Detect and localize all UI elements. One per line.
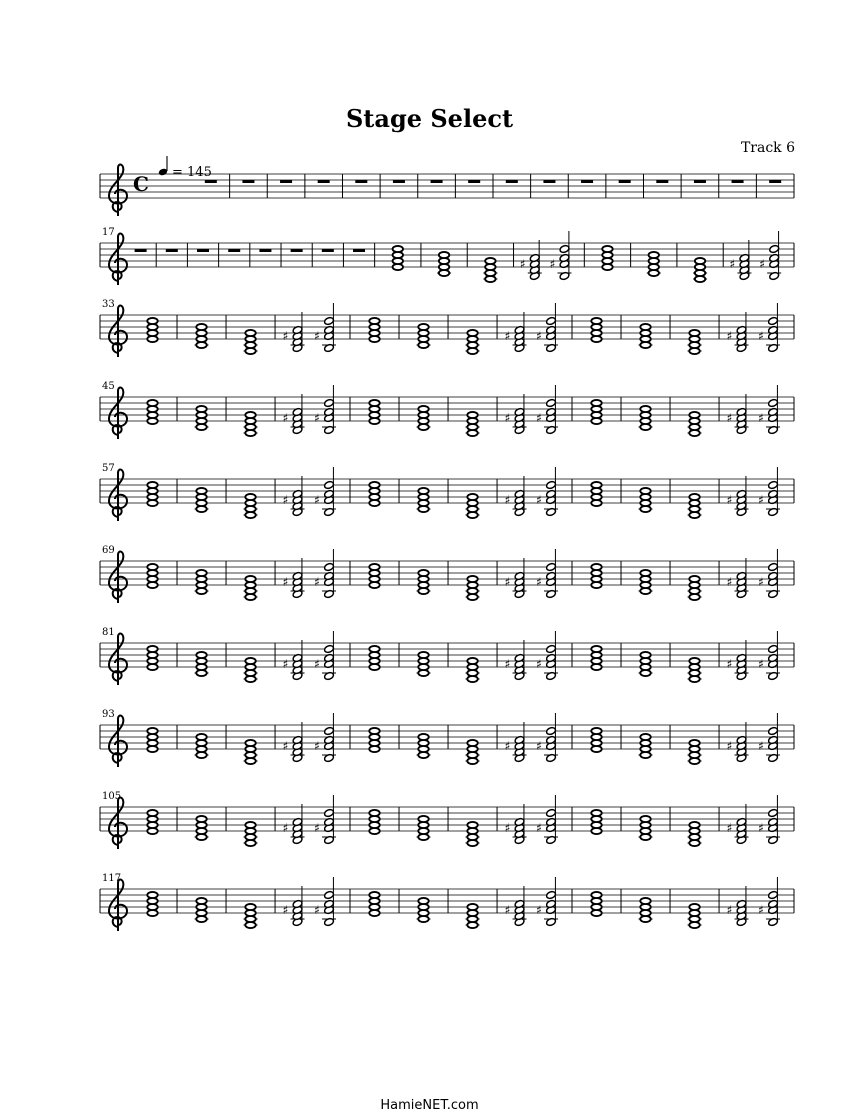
sharp-icon: ♯ <box>726 903 733 917</box>
notehead <box>467 412 477 418</box>
notehead <box>689 904 699 910</box>
sharp-icon: ♯ <box>758 575 764 589</box>
notehead <box>369 564 379 570</box>
staff-system <box>100 873 794 931</box>
whole-rest <box>619 180 631 183</box>
whole-rest <box>280 180 292 183</box>
notehead <box>196 734 206 740</box>
sharp-icon: ♯ <box>314 411 320 425</box>
sharp-icon: ♯ <box>758 329 764 343</box>
whole-rest <box>581 180 593 183</box>
sharp-icon: ♯ <box>504 329 511 343</box>
notehead <box>546 563 557 572</box>
sharp-icon: ♯ <box>758 739 764 753</box>
measure-number: 105 <box>102 791 122 802</box>
sharp-icon: ♯ <box>536 821 542 835</box>
sharp-icon: ♯ <box>536 739 542 753</box>
sharp-icon: ♯ <box>726 329 733 343</box>
sharp-icon: ♯ <box>519 257 526 271</box>
notehead <box>467 330 477 336</box>
whole-rest <box>694 180 706 183</box>
notehead <box>324 563 335 572</box>
notehead <box>369 810 379 816</box>
sharp-icon: ♯ <box>549 257 556 271</box>
notehead <box>591 810 601 816</box>
notehead <box>768 727 779 736</box>
notehead <box>591 318 601 324</box>
notehead <box>245 494 255 500</box>
notehead <box>324 317 335 326</box>
notehead <box>689 822 699 828</box>
whole-rest <box>769 180 781 183</box>
notehead <box>640 406 650 412</box>
treble-clef-icon <box>109 470 127 521</box>
sharp-icon: ♯ <box>314 329 320 343</box>
notehead <box>546 645 557 654</box>
sharp-icon: ♯ <box>282 903 289 917</box>
whole-rest <box>543 180 555 183</box>
sharp-icon: ♯ <box>282 411 289 425</box>
notehead <box>640 324 650 330</box>
sharp-icon: ♯ <box>504 493 511 507</box>
sharp-icon: ♯ <box>726 657 733 671</box>
notehead <box>546 727 557 736</box>
notehead <box>418 652 428 658</box>
measure-number: 45 <box>102 381 115 392</box>
notehead <box>467 822 477 828</box>
notehead <box>418 488 428 494</box>
staff-system <box>100 299 794 357</box>
notehead <box>196 406 206 412</box>
notehead <box>640 898 650 904</box>
notehead <box>418 734 428 740</box>
notehead <box>147 810 157 816</box>
notehead <box>418 324 428 330</box>
staff-system <box>100 545 794 603</box>
sharp-icon: ♯ <box>758 411 764 425</box>
whole-rest <box>197 249 209 252</box>
notehead <box>546 317 557 326</box>
notehead <box>546 481 557 490</box>
notehead <box>245 822 255 828</box>
notehead <box>640 652 650 658</box>
whole-rest <box>732 180 744 183</box>
notehead <box>369 892 379 898</box>
notehead <box>591 400 601 406</box>
staff-system <box>100 463 794 521</box>
sharp-icon: ♯ <box>536 329 542 343</box>
sharp-icon: ♯ <box>536 575 542 589</box>
whole-rest <box>228 249 240 252</box>
sharp-icon: ♯ <box>758 657 764 671</box>
notehead <box>147 400 157 406</box>
notehead <box>485 258 495 264</box>
sharp-icon: ♯ <box>729 257 736 271</box>
sharp-icon: ♯ <box>314 821 320 835</box>
notehead <box>245 904 255 910</box>
notehead <box>689 494 699 500</box>
notehead <box>689 576 699 582</box>
notehead <box>768 399 779 408</box>
notehead <box>245 658 255 664</box>
notehead <box>467 658 477 664</box>
notehead <box>640 734 650 740</box>
sharp-icon: ♯ <box>758 493 764 507</box>
whole-rest <box>322 249 334 252</box>
whole-rest <box>431 180 443 183</box>
whole-rest <box>656 180 668 183</box>
notehead <box>418 816 428 822</box>
sharp-icon: ♯ <box>726 493 733 507</box>
notehead <box>369 728 379 734</box>
notehead <box>245 330 255 336</box>
whole-rest <box>291 249 303 252</box>
notehead <box>768 809 779 818</box>
tempo-marking <box>158 156 212 180</box>
measure-number: 57 <box>102 463 115 474</box>
notehead <box>147 564 157 570</box>
whole-rest <box>259 249 271 252</box>
notehead <box>467 494 477 500</box>
notehead <box>467 740 477 746</box>
notehead <box>689 740 699 746</box>
sharp-icon: ♯ <box>504 821 511 835</box>
notehead <box>439 252 449 258</box>
notehead <box>196 652 206 658</box>
sharp-icon: ♯ <box>758 821 764 835</box>
sharp-icon: ♯ <box>504 657 511 671</box>
page-title: Stage Select <box>345 104 514 133</box>
notehead <box>369 318 379 324</box>
treble-clef-icon <box>109 234 127 285</box>
notehead <box>768 645 779 654</box>
whole-rest <box>506 180 518 183</box>
notehead <box>769 245 780 254</box>
treble-clef-icon <box>109 798 127 849</box>
notehead <box>591 564 601 570</box>
notehead <box>695 258 705 264</box>
notehead <box>369 482 379 488</box>
notehead <box>640 488 650 494</box>
measure-number: 81 <box>102 627 115 638</box>
notehead <box>147 482 157 488</box>
sharp-icon: ♯ <box>536 903 542 917</box>
notehead <box>147 646 157 652</box>
notehead <box>147 728 157 734</box>
notehead <box>196 488 206 494</box>
treble-clef-icon <box>109 716 127 767</box>
treble-clef-icon <box>109 880 127 931</box>
sharp-icon: ♯ <box>758 903 764 917</box>
treble-clef-icon <box>109 552 127 603</box>
measure-number: 69 <box>102 545 115 556</box>
whole-rest <box>393 180 405 183</box>
sharp-icon: ♯ <box>536 493 542 507</box>
whole-rest <box>205 180 217 183</box>
site-footer: HamieNET.com <box>380 1098 479 1113</box>
notehead <box>546 399 557 408</box>
notehead <box>418 406 428 412</box>
notehead <box>245 576 255 582</box>
sharp-icon: ♯ <box>282 739 289 753</box>
whole-rest <box>166 249 178 252</box>
notehead <box>768 481 779 490</box>
staff-system <box>100 709 794 767</box>
tempo-label: = 145 <box>172 165 212 180</box>
whole-rest <box>468 180 480 183</box>
sharp-icon: ♯ <box>314 493 320 507</box>
treble-clef-icon <box>109 165 127 216</box>
notehead <box>324 399 335 408</box>
sharp-icon: ♯ <box>314 903 320 917</box>
notehead <box>369 646 379 652</box>
staff-system <box>100 791 794 849</box>
notehead <box>393 246 403 252</box>
treble-clef-icon <box>109 388 127 439</box>
notehead <box>245 412 255 418</box>
staff-system <box>100 381 794 439</box>
notehead <box>591 892 601 898</box>
notehead <box>418 570 428 576</box>
sharp-icon: ♯ <box>314 575 320 589</box>
measure-number: 33 <box>102 299 115 310</box>
time-signature: C <box>133 172 149 196</box>
notehead <box>467 904 477 910</box>
sharp-icon: ♯ <box>504 739 511 753</box>
notehead <box>640 816 650 822</box>
notehead <box>640 570 650 576</box>
track-label: Track 6 <box>740 140 795 156</box>
notehead <box>689 658 699 664</box>
sharp-icon: ♯ <box>314 657 320 671</box>
notehead <box>689 330 699 336</box>
notehead <box>147 318 157 324</box>
notehead <box>196 324 206 330</box>
sharp-icon: ♯ <box>759 257 766 271</box>
notehead <box>649 252 659 258</box>
staff-system <box>100 227 794 285</box>
sharp-icon: ♯ <box>726 739 733 753</box>
notehead <box>324 645 335 654</box>
sharp-icon: ♯ <box>504 411 511 425</box>
notehead <box>591 482 601 488</box>
measure-number: 117 <box>102 873 122 884</box>
sharp-icon: ♯ <box>504 575 511 589</box>
notehead <box>768 317 779 326</box>
whole-rest <box>353 249 365 252</box>
measure-number: 93 <box>102 709 115 720</box>
notehead <box>324 727 335 736</box>
notehead <box>546 809 557 818</box>
notehead <box>602 246 612 252</box>
notehead <box>591 728 601 734</box>
treble-clef-icon <box>109 634 127 685</box>
notehead <box>245 740 255 746</box>
notehead <box>689 412 699 418</box>
whole-rest <box>318 180 330 183</box>
whole-rest <box>242 180 254 183</box>
sharp-icon: ♯ <box>726 575 733 589</box>
sharp-icon: ♯ <box>726 411 733 425</box>
notehead <box>196 816 206 822</box>
notehead <box>147 892 157 898</box>
sharp-icon: ♯ <box>282 575 289 589</box>
notehead <box>324 891 335 900</box>
notehead <box>559 245 570 254</box>
notehead <box>418 898 428 904</box>
sharp-icon: ♯ <box>282 657 289 671</box>
sharp-icon: ♯ <box>536 411 542 425</box>
notehead <box>546 891 557 900</box>
notehead <box>324 481 335 490</box>
whole-rest <box>355 180 367 183</box>
notehead <box>768 563 779 572</box>
notehead <box>467 576 477 582</box>
sharp-icon: ♯ <box>726 821 733 835</box>
whole-rest <box>135 249 147 252</box>
measure-number: 17 <box>102 227 115 238</box>
treble-clef-icon <box>109 306 127 357</box>
notehead <box>591 646 601 652</box>
sharp-icon: ♯ <box>282 329 289 343</box>
staff-system <box>100 627 794 685</box>
notehead <box>369 400 379 406</box>
sharp-icon: ♯ <box>536 657 542 671</box>
sharp-icon: ♯ <box>314 739 320 753</box>
sharp-icon: ♯ <box>282 493 289 507</box>
notehead <box>196 570 206 576</box>
notehead <box>196 898 206 904</box>
sharp-icon: ♯ <box>282 821 289 835</box>
sharp-icon: ♯ <box>504 903 511 917</box>
notehead <box>768 891 779 900</box>
notehead <box>324 809 335 818</box>
